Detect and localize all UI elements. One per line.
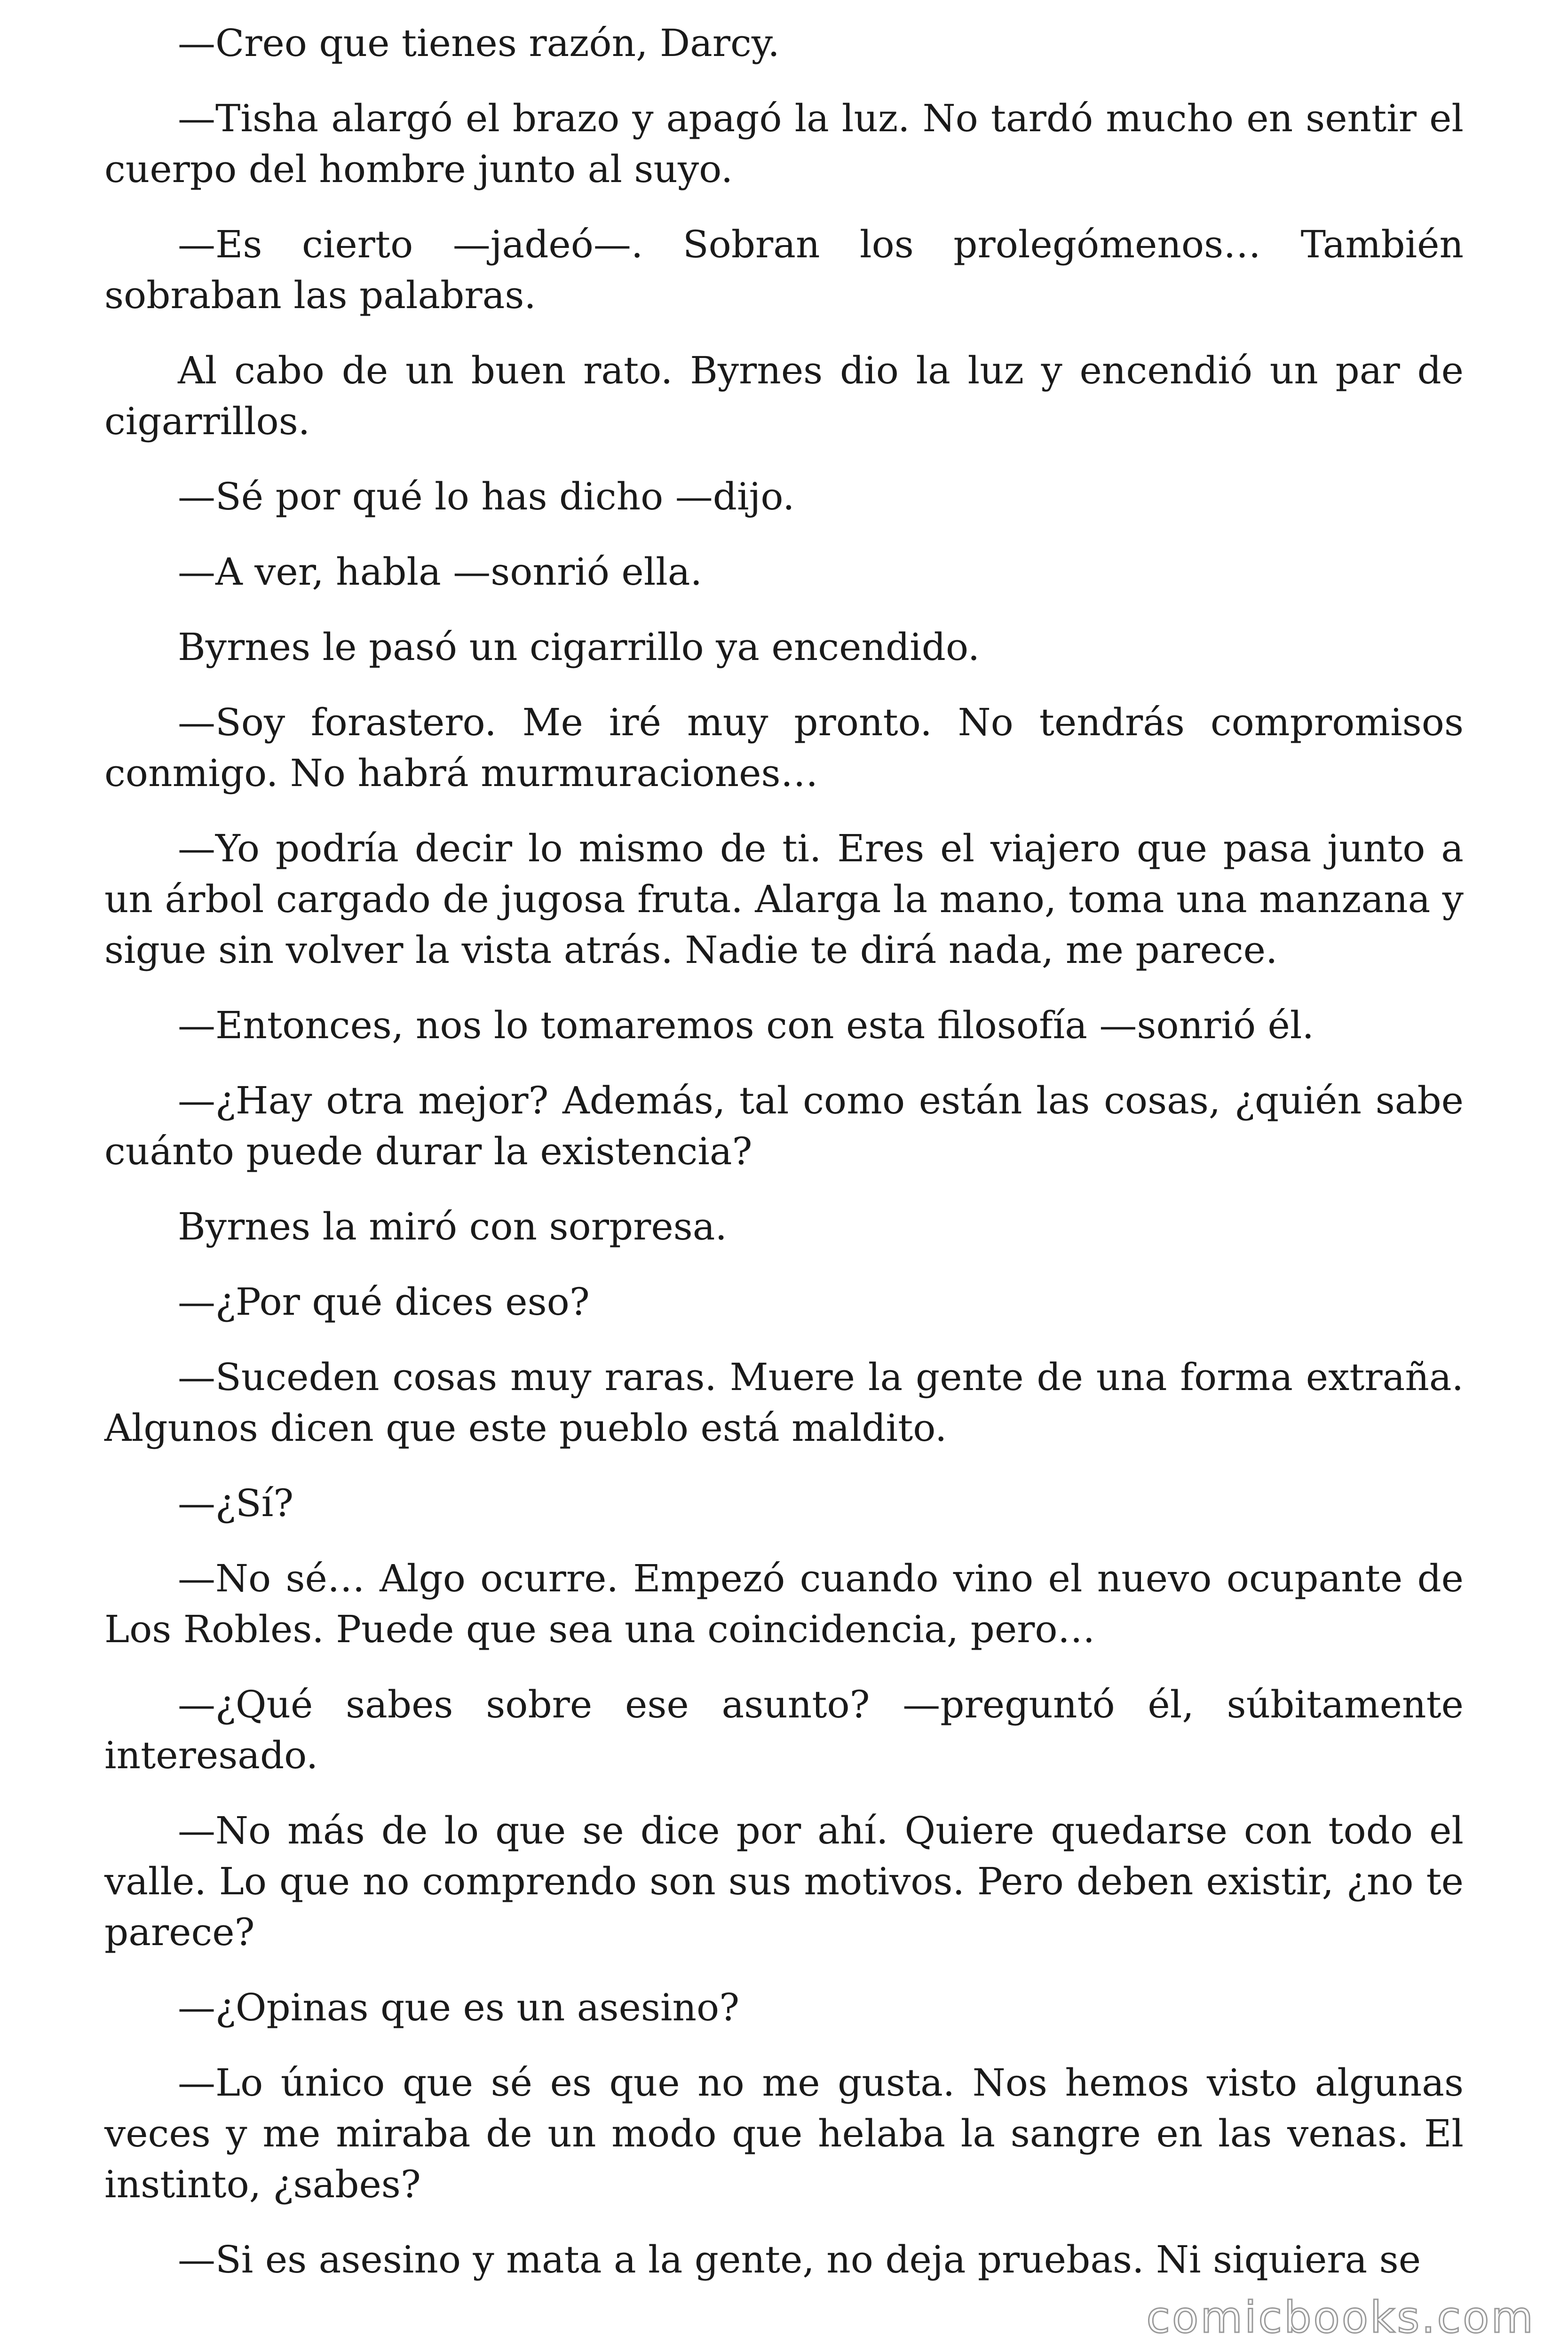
paragraph: —A ver, habla —sonrió ella.: [178, 550, 702, 594]
paragraph: —Lo único que sé es que no me gusta. Nos hemos visto algunas veces y me miraba de un modo que helaba la sangre en las venas. El instinto, ¿sabes?: [104, 2061, 1464, 2206]
paragraph: —Si es asesino y mata a la gente, no deja pruebas. Ni siquiera se: [178, 2238, 1421, 2281]
paragraph: —¿Hay otra mejor? Además, tal como están las cosas, ¿quién sabe cuánto puede durar la existencia?: [104, 1079, 1464, 1173]
paragraph: —Creo que tienes razón, Darcy.: [178, 21, 780, 65]
paragraph: —¿Sí?: [178, 1481, 294, 1525]
paragraph: —Soy forastero. Me iré muy pronto. No tendrás compromisos conmigo. No habrá murmuraciones…: [104, 700, 1464, 795]
paragraph: Byrnes la miró con sorpresa.: [178, 1205, 727, 1248]
paragraph: —No más de lo que se dice por ahí. Quiere quedarse con todo el valle. Lo que no comprendo son sus motivos. Pero deben existir, ¿no te parece?: [104, 1809, 1464, 1954]
paragraph: Al cabo de un buen rato. Byrnes dio la luz y encendió un par de cigarrillos.: [104, 349, 1464, 443]
paragraph: —¿Por qué dices eso?: [178, 1280, 590, 1324]
paragraph: —Entonces, nos lo tomaremos con esta filosofía —sonrió él.: [178, 1003, 1314, 1047]
paragraph: —Yo podría decir lo mismo de ti. Eres el viajero que pasa junto a un árbol cargado de jugosa fruta. Alarga la mano, toma una manzana y sigue sin volver la vista atrás. Nadie te dirá nada, me parece.: [104, 826, 1464, 972]
paragraph: —Suceden cosas muy raras. Muere la gente de una forma extraña. Algunos dicen que este pueblo está maldito.: [104, 1355, 1464, 1450]
paragraph: —Es cierto —jadeó—. Sobran los prolegómenos… También sobraban las palabras.: [104, 222, 1464, 317]
paragraph: —¿Qué sabes sobre ese asunto? —preguntó él, súbitamente interesado.: [104, 1683, 1464, 1777]
paragraph: —Sé por qué lo has dicho —dijo.: [178, 475, 795, 518]
paragraph: Byrnes le pasó un cigarrillo ya encendido.: [178, 625, 980, 669]
paragraph: —¿Opinas que es un asesino?: [178, 1986, 740, 2029]
book-page: [104, 18, 1464, 2310]
watermark-logo: comicbooks.com: [1146, 2292, 1535, 2343]
paragraph: —Tisha alargó el brazo y apagó la luz. No tardó mucho en sentir el cuerpo del hombre junto al suyo.: [104, 96, 1464, 191]
paragraph: —No sé… Algo ocurre. Empezó cuando vino el nuevo ocupante de Los Robles. Puede que sea una coincidencia, pero…: [104, 1557, 1464, 1651]
